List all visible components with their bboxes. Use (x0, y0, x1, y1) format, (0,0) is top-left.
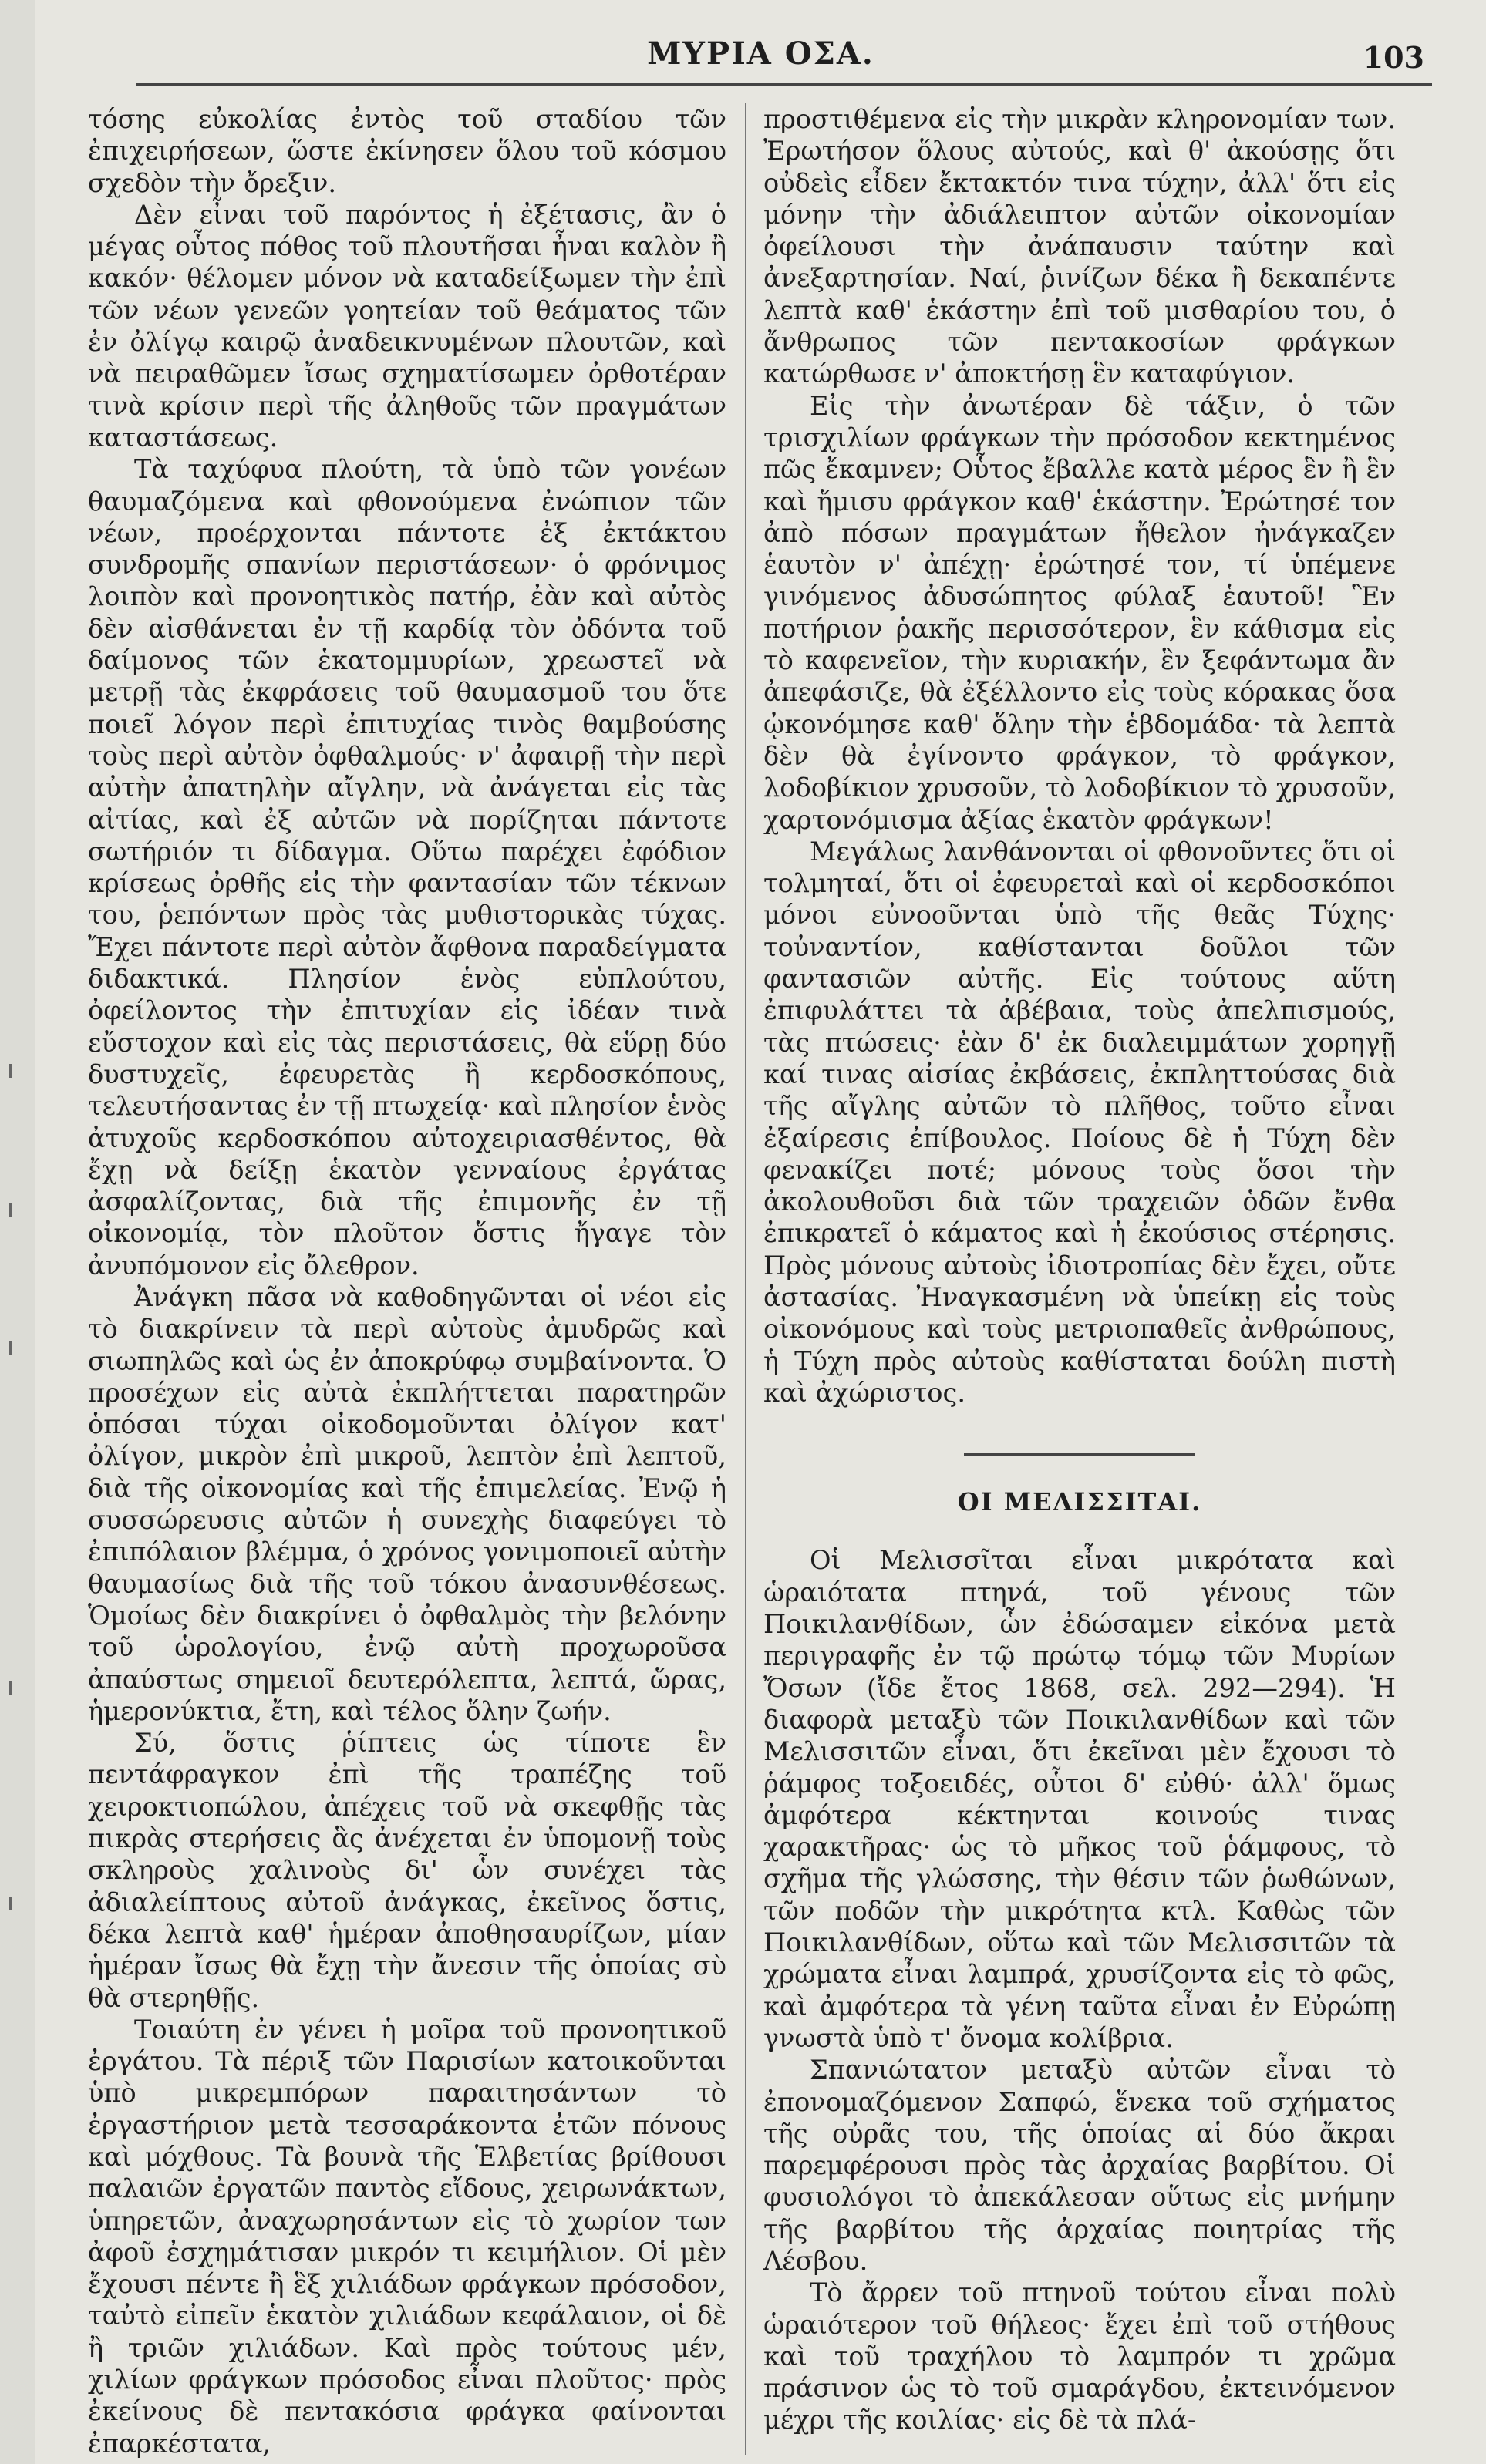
paragraph: τόσης εὐκολίας ἐντὸς τοῦ σταδίου τῶν ἐπιχειρήσεων, ὥστε ἐκίνησεν ὅλου τοῦ κόσμου σχεδὸν τὴν ὄρεξιν. (88, 104, 726, 198)
column-divider (745, 103, 746, 2455)
paragraph: Μεγάλως λανθάνονται οἱ φθονοῦντες ὅτι οἱ τολμηταί, ὅτι οἱ ἐφευρεταὶ καὶ οἱ κερδοσκόποι μόνοι εὐνοοῦνται ὑπὸ τῆς θεᾶς Τύχης· τοὐναντίον, καθίστανται δοῦλοι τῶν φαντασιῶν αὐτῆς. Εἰς τούτους αὕτη ἐπιφυλάττει τὰ ἀβέβαια, τοὺς ἀπελπισμούς, τὰς πτώσεις· ἐὰν δ' ἐκ διαλειμμάτων χορηγῇ καί τινας αἰσίας ἐκβάσεις, ἐκπληττούσας διὰ τῆς αἴγλης αὐτῶν τὸ πλῆθος, τοῦτο εἶναι ἐξαίρεσις ἐπίβουλος. Ποίους δὲ ἡ Τύχη δὲν φενακίζει ποτέ; μόνους τοὺς ὅσοι τὴν ἀκολουθοῦσι διὰ τῶν τραχειῶν ὁδῶν ἔνθα ἐπικρατεῖ ὁ κάματος καὶ ἡ ἐκούσιος στέρησις. Πρὸς μόνους αὐτοὺς ἰδιοτροπίας δὲν ἔχει, οὔτε ἀστασίας. Ἠναγκασμένη νὰ ὑπείκῃ εἰς τοὺς οἰκονόμους καὶ τοὺς μετριοπαθεῖς ἀνθρώπους, ἡ Τύχη πρὸς αὐτοὺς καθίσταται δούλη πιστὴ καὶ ἀχώριστος. (763, 836, 1396, 1408)
paragraph: Σπανιώτατον μεταξὺ αὐτῶν εἶναι τὸ ἐπονομαζόμενον Σαπφώ, ἕνεκα τοῦ σχήματος τῆς οὐρᾶς του, τῆς ὁποίας αἱ δύο ἄκραι παρεμφέρουσι πρὸς τὰς ἀρχαίας βαρβίτου. Οἱ φυσιολόγοι τὸ ἀπεκάλεσαν οὕτως εἰς μνήμην τῆς βαρβίτου τῆς ἀρχαίας ποιητρίας τῆς Λέσβου. (763, 2055, 1396, 2276)
running-title: ΜΥΡΙΑ ΟΣΑ. (647, 35, 874, 72)
paragraph: Εἰς τὴν ἀνωτέραν δὲ τάξιν, ὁ τῶν τρισχιλίων φράγκων τὴν πρόσοδον κεκτημένος πῶς ἔκαμνεν; Οὗτος ἔβαλλε κατὰ μέρος ἓν ἢ ἓν καὶ ἥμισυ φράγκον καθ' ἑκάστην. Ἐρώτησέ τον ἀπὸ πόσων πραγμάτων ἤθελον ἠνάγκαζεν ἑαυτὸν ν' ἀπέχῃ· ἐρώτησέ τον, τί ὑπέμενε γινόμενος ἀδυσώπητος φύλαξ ἑαυτοῦ! Ἓν ποτήριον ῥακῆς περισσότερον, ἓν κάθισμα εἰς τὸ καφενεῖον, τὴν κυριακήν, ἓν ξεφάντωμα ἂν ἀπεφάσιζε, θὰ ἐξέλλοντο εἰς τοὺς κόρακας ὅσα ᾠκονόμησε καθ' ὅλην τὴν ἑβδομάδα· τὰ λεπτὰ δὲν θὰ ἐγίνοντο φράγκον, τὸ φράγκον, λοδοβίκιον χρυσοῦν, τὸ λοδοβίκιον τὸ χρυσοῦν, χαρτονόμισμα ἀξίας ἑκατὸν φράγκων! (763, 390, 1396, 835)
paragraph: Σύ, ὅστις ῥίπτεις ὡς τίποτε ἓν πεντάφραγκον ἐπὶ τῆς τραπέζης τοῦ χειροκτιοπώλου, ἀπέχεις τοῦ νὰ σκεφθῇς τὰς πικρὰς στερήσεις ἃς ἀνέχεται ἐν ὑπομονῇ τοὺς σκληροὺς χαλινοὺς δι' ὧν συνέχει τὰς ἀδιαλείπτους αὐτοῦ ἀνάγκας, ἐκεῖνος ὅστις, δέκα λεπτὰ καθ' ἡμέραν ἀποθησαυρίζων, μίαν ἡμέραν ἴσως θὰ ἔχῃ τὴν ἄνεσιν τῆς ὁποίας σὺ θὰ στερηθῇς. (88, 1728, 726, 2013)
paragraph: Τοιαύτη ἐν γένει ἡ μοῖρα τοῦ προνοητικοῦ ἐργάτου. Τὰ πέριξ τῶν Παρισίων κατοικοῦνται ὑπὸ μικρεμπόρων παραιτησάντων τὸ ἐργαστήριον μετὰ τεσσαράκοντα ἐτῶν πόνους καὶ μόχθους. Τὰ βουνὰ τῆς Ἑλβετίας βρίθουσι παλαιῶν ἐργατῶν παντὸς εἴδους, χειρωνάκτων, ὑπηρετῶν, ἀναχωρησάντων εἰς τὸ χωρίον των ἀφοῦ ἐσχημάτισαν μικρόν τι κειμήλιον. Οἱ μὲν ἔχουσι πέντε ἢ ἓξ χιλιάδων φράγκων πρόσοδον, ταὐτὸ εἰπεῖν ἑκατὸν χιλιάδων κεφάλαιον, οἱ δὲ ἢ τριῶν χιλιάδων. Καὶ πρὸς τούτους μέν, χιλίων φράγκων πρόσοδος εἶναι πλοῦτος· πρὸς ἐκείνους δὲ πεντακόσια φράγκα φαίνονται ἐπαρκέστατα, (88, 2014, 726, 2459)
header-rule (136, 83, 1432, 86)
section-rule (964, 1453, 1195, 1456)
left-column (88, 103, 726, 2459)
paragraph: προστιθέμενα εἰς τὴν μικρὰν κληρονομίαν των. Ἐρωτήσον ὅλους αὐτούς, καὶ θ' ἀκούσῃς ὅτι οὐδεὶς εἶδεν ἔκτακτόν τινα τύχην, ἀλλ' ὅτι εἰς μόνην τὴν ἀδιάλειπτον αὐτῶν οἰκονομίαν ὀφείλουσι τὴν ἀνάπαυσιν ταύτην καὶ ἀνεξαρτησίαν. Ναί, ῥινίζων δέκα ἢ δεκαπέντε λεπτὰ καθ' ἑκάστην ἐπὶ τοῦ μισθαρίου του, ὁ ἄνθρωπος τῶν πεντακοσίων φράγκων κατώρθωσε ν' ἀποκτήσῃ ἓν καταφύγιον. (763, 104, 1396, 389)
section-title: ΟΙ ΜΕΛΙΣΣΙΤΑΙ. (957, 1487, 1202, 1517)
paragraph: Δὲν εἶναι τοῦ παρόντος ἡ ἐξέτασις, ἂν ὁ μέγας οὗτος πόθος τοῦ πλουτῆσαι ἦναι καλὸν ἢ κακόν· θέλομεν μόνον νὰ καταδείξωμεν τὴν ἐπὶ τῶν νέων γενεῶν γοητείαν τοῦ θεάματος τῶν ἐν ὀλίγῳ καιρῷ ἀναδεικνυμένων πλουτῶν, καὶ νὰ πειραθῶμεν ἴσως σχηματίσωμεν ὀρθοτέραν τινὰ κρίσιν περὶ τῆς ἀληθοῦς τῶν πραγμάτων καταστάσεως. (88, 199, 726, 453)
page-number: 103 (1363, 40, 1424, 75)
paragraph: Οἱ Μελισσῖται εἶναι μικρότατα καὶ ὡραιότατα πτηνά, τοῦ γένους τῶν Ποικιλανθίδων, ὧν ἐδώσαμεν εἰκόνα μετὰ περιγραφῆς ἐν τῷ πρώτῳ τόμῳ τῶν Μυρίων Ὄσων (ἴδε ἔτος 1868, σελ. 292—294). Ἡ διαφορὰ μεταξὺ τῶν Ποικιλανθίδων καὶ τῶν Μελισσιτῶν εἶναι, ὅτι ἐκεῖναι μὲν ἔχουσι τὸ ῥάμφος τοξοειδές, οὗτοι δ' εὐθύ· ἀλλ' ὅμως ἀμφότερα κέκτηνται κοινούς τινας χαρακτῆρας· ὡς τὸ μῆκος τοῦ ῥάμφους, τὸ σχῆμα τῆς γλώσσης, τὴν θέσιν τῶν ῥωθώνων, τῶν ποδῶν τὴν μικρότητα κτλ. Καθὼς τῶν Ποικιλανθίδων, οὕτω καὶ τῶν Μελισσιτῶν τὰ χρώματα εἶναι λαμπρά, χρυσίζοντα εἰς τὸ φῶς, καὶ ἀμφότερα τὰ γένη ταῦτα εἶναι ἐν Εὐρώπῃ γνωστὰ ὑπὸ τ' ὄνομα κολίβρια. (763, 1545, 1396, 2053)
paragraph: Τὰ ταχύφυα πλούτη, τὰ ὑπὸ τῶν γονέων θαυμαζόμενα καὶ φθονούμενα ἐνώπιον τῶν νέων, προέρχονται πάντοτε ἐξ ἐκτάκτου συνδρομῆς σπανίων περιστάσεων· ὁ φρόνιμος λοιπὸν καὶ προνοητικὸς πατήρ, ἐὰν καὶ αὐτὸς δὲν αἰσθάνεται ἐν τῇ καρδίᾳ τὸν ὀδόντα τοῦ δαίμονος τῶν ἑκατομμυρίων, χρεωστεῖ νὰ μετρῇ τὰς ἐκφράσεις τοῦ θαυμασμοῦ του ὅτε ποιεῖ λόγον περὶ ἐπιτυχίας τινὸς θαμβούσης τοὺς περὶ αὐτὸν ὀφθαλμούς· ν' ἀφαιρῇ τὴν περὶ αὐτὴν ἀπατηλὴν αἴγλην, νὰ ἀνάγεται εἰς τὰς αἰτίας, καὶ ἐξ αὐτῶν νὰ πορίζηται πάντοτε σωτήριόν τι δίδαγμα. Οὕτω παρέχει ἐφόδιον κρίσεως ὀρθῆς εἰς τὴν φαντασίαν τῶν τέκνων του, ῥεπόντων πρὸς τὰς μυθιστορικὰς τύχας. Ἔχει πάντοτε περὶ αὐτὸν ἄφθονα παραδείγματα διδακτικά. Πλησίον ἑνὸς εὐπλούτου, ὀφείλοντος τὴν ἐπιτυχίαν εἰς ἰδέαν τινὰ εὔστοχον καὶ εἰς τὰς περιστάσεις, θὰ εὕρῃ δύο δυστυχεῖς, ἐφευρετὰς ἢ κερδοσκόπους, τελευτήσαντας ἐν τῇ πτωχείᾳ· καὶ πλησίον ἑνὸς ἀτυχοῦς κερδοσκόπου αὐτοχειριασθέντος, θὰ ἔχῃ νὰ δείξῃ ἑκατὸν γενναίους ἐργάτας ἀσφαλίζοντας, διὰ τῆς ἐπιμονῆς ἐν τῇ οἰκονομίᾳ, τὸν πλοῦτον ὅστις ἤγαγε τὸν ἀνυπόμονον εἰς ὄλεθρον. (88, 454, 726, 1281)
paragraph: Τὸ ἄρρεν τοῦ πτηνοῦ τούτου εἶναι πολὺ ὡραιότερον τοῦ θήλεος· ἔχει ἐπὶ τοῦ στήθους καὶ τοῦ τραχήλου τὸ λαμπρόν τι χρῶμα πράσινον ὡς τὸ τοῦ σμαράγδου, ἐκτεινόμενον μέχρι τῆς κοιλίας· εἰς δὲ τὰ πλά- (763, 2277, 1396, 2435)
page-header (35, 0, 1486, 91)
paragraph: Ἀνάγκη πᾶσα νὰ καθοδηγῶνται οἱ νέοι εἰς τὸ διακρίνειν τὰ περὶ αὐτοὺς ἀμυδρῶς καὶ σιωπηλῶς καὶ ὡς ἐν ἀποκρύφῳ συμβαίνοντα. Ὁ προσέχων εἰς αὐτὰ ἐκπλήττεται παρατηρῶν ὁπόσαι τύχαι οἰκοδομοῦνται ὀλίγον κατ' ὀλίγον, μικρὸν ἐπὶ μικροῦ, λεπτὸν ἐπὶ λεπτοῦ, διὰ τῆς οἰκονομίας καὶ τῆς ἐπιμελείας. Ἐνῷ ἡ συσσώρευσις αὐτῶν ἡ συνεχὴς διαφεύγει τὸ ἐπιπόλαιον βλέμμα, ὁ χρόνος γονιμοποιεῖ αὐτὴν θαυμασίως διὰ τῆς τοῦ τόκου ἀνασυνθέσεως. Ὁμοίως δὲν διακρίνει ὁ ὀφθαλμὸς τὴν βελόνην τοῦ ὡρολογίου, ἐνῷ αὐτὴ προχωροῦσα ἀπαύστως σημειοῖ δευτερόλεπτα, λεπτά, ὥρας, ἡμερονύκτια, ἔτη, καὶ τέλος ὅλην ζωήν. (88, 1281, 726, 1726)
binding-edge (3, 0, 26, 2464)
right-column (763, 103, 1396, 2436)
